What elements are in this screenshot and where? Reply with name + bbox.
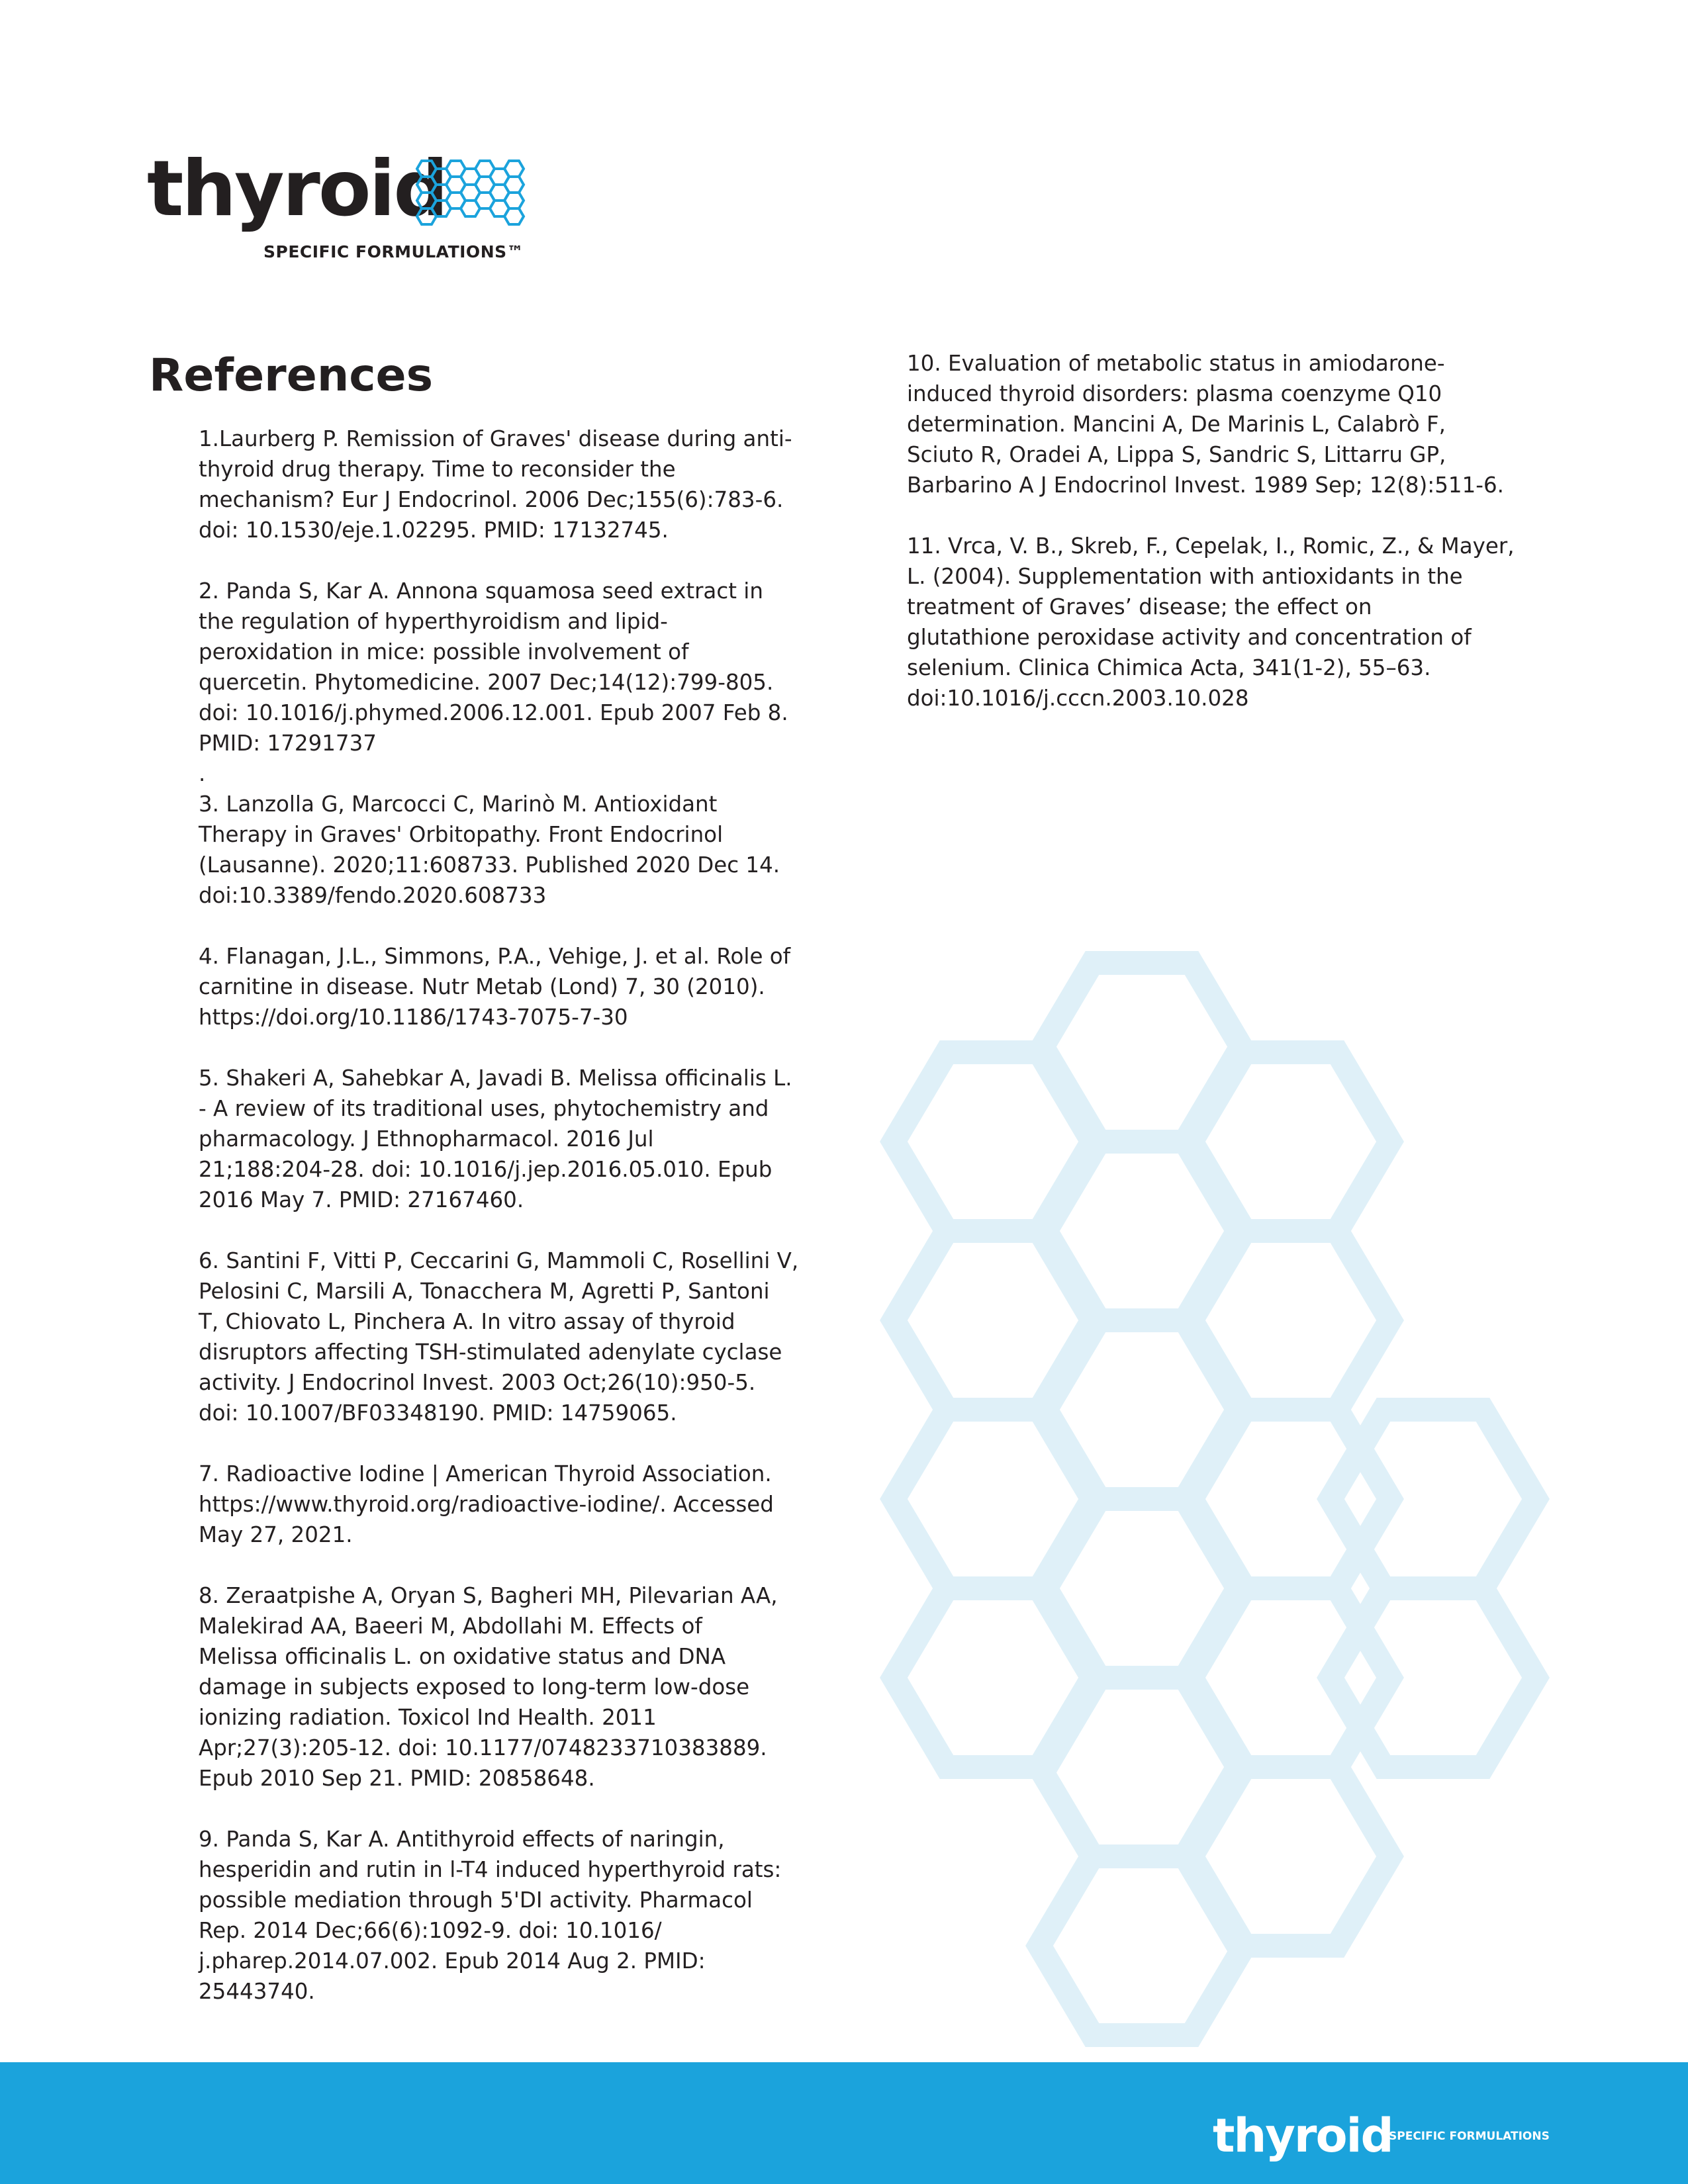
reference-item: 5. Shakeri A, Sahebkar A, Javadi B. Melissa officinalis L. - A review of its traditional uses, phytochemistry and pharmacology. J Ethnopharmacol. 2016 Jul 21;188:204-28. doi: 10.1016/j.jep.2016.05.010. Epub 2016 May 7. PMID: 27167460. [199,1066,792,1212]
brand-logo [147,144,524,263]
page-title: References [149,349,434,402]
reference-item: 2. Panda S, Kar A. Annona squamosa seed extract in the regulation of hyperthyroidism and lipid- peroxidation in mice: possible involvement of quercetin. Phytomedicine. 2007 Dec;14(12):799-805. doi: 10.1016/j.phymed.2006.12.001. Epub 2007 Feb 8. PMID: 17291737 . [199,578,788,786]
reference-item: 8. Zeraatpishe A, Oryan S, Bagheri MH, Pilevarian AA, Malekirad AA, Baeeri M, Abdollahi M. Effects of Melissa officinalis L. on oxidative status and DNA damage in subjects exposed to long-term low-dose ionizing radiation. Toxicol Ind Health. 2011 Apr;27(3):205-12. doi: 10.1177/0748233710383889. Epub 2010 Sep 21. PMID: 20858648. [199,1583,778,1791]
footer-bar [0,2062,1688,2184]
reference-item: 7. Radioactive Iodine | American Thyroid Association. https://www.thyroid.org/radioactive-iodine/. Accessed May 27, 2021. [199,1461,774,1547]
hex-cell [1331,1588,1536,1767]
hex-cell [1039,1856,1244,2035]
reference-item: 10. Evaluation of metabolic status in amiodarone- induced thyroid disorders: plasma coenzyme Q10 determination. Mancini A, De Marinis L, Calabrò F, Sciuto R, Oradei A, Lippa S, Sandric S, Littarru GP, Barbarino A J Endocrinol Invest. 1989 Sep; 12(8):511-6. [907,351,1504,498]
reference-item: 1.Laurberg P. Remission of Graves' disease during anti- thyroid drug therapy. Time to reconsider the mechanism? Eur J Endocrinol. 2006 Dec;155(6):783-6. doi: 10.1530/eje.1.02295. PMID: 17132745. [199,426,792,543]
references-left-column [199,424,814,2037]
hex-cell [1331,1410,1536,1588]
logo-word-text: thyroid [147,144,447,234]
reference-item: 6. Santini F, Vitti P, Ceccarini G, Mammoli C, Rosellini V, Pelosini C, Marsili A, Tonacchera M, Agretti P, Santoni T, Chiovato L, Pinchera A. In vitro assay of thyroid disruptors affecting TSH-stimulated adenylate cyclase activity. J Endocrinol Invest. 2003 Oct;26(10):950-5. doi: 10.1007/BF03348190. PMID: 14759065. [199,1248,799,1426]
logo-wordmark [147,144,447,234]
reference-item: 9. Panda S, Kar A. Antithyroid effects of naringin, hesperidin and rutin in l-T4 induced hyperthyroid rats: possible mediation through 5'DI activity. Pharmacol Rep. 2014 Dec;66(6):1092-9. doi: 10.1016/ j.pharep.2014.07.002. Epub 2014 Aug 2. PMID: 25443740. [199,1827,782,2004]
reference-item: 11. Vrca, V. B., Skreb, F., Cepelak, I., Romic, Z., & Mayer, L. (2004). Supplementation with antioxidants in the treatment of Graves’ disease; the effect on glutathione peroxidase activity and concentration of selenium. Clinica Chimica Acta, 341(1-2), 55–63. doi:10.1016/j.cccn.2003.10.028 [907,533,1515,711]
footer-logo-wordmark: thyroid [1213,2109,1393,2163]
footer-logo-tagline: SPECIFIC FORMULATIONS [1389,2130,1550,2143]
hexagon-logo-icon [412,154,531,234]
references-right-column [907,348,1529,744]
reference-item: 3. Lanzolla G, Marcocci C, Marinò M. Antioxidant Therapy in Graves' Orbitopathy. Front Endocrinol (Lausanne). 2020;11:608733. Published 2020 Dec 14. doi:10.3389/fendo.2020.608733 [199,792,780,908]
logo-tagline: SPECIFIC FORMULATIONS™ [263,242,524,261]
reference-item: 4. Flanagan, J.L., Simmons, P.A., Vehige, J. et al. Role of carnitine in disease. Nutr Metab (Lond) 7, 30 (2010). https://doi.org/10.1186/1743-7075-7-30 [199,944,791,1030]
